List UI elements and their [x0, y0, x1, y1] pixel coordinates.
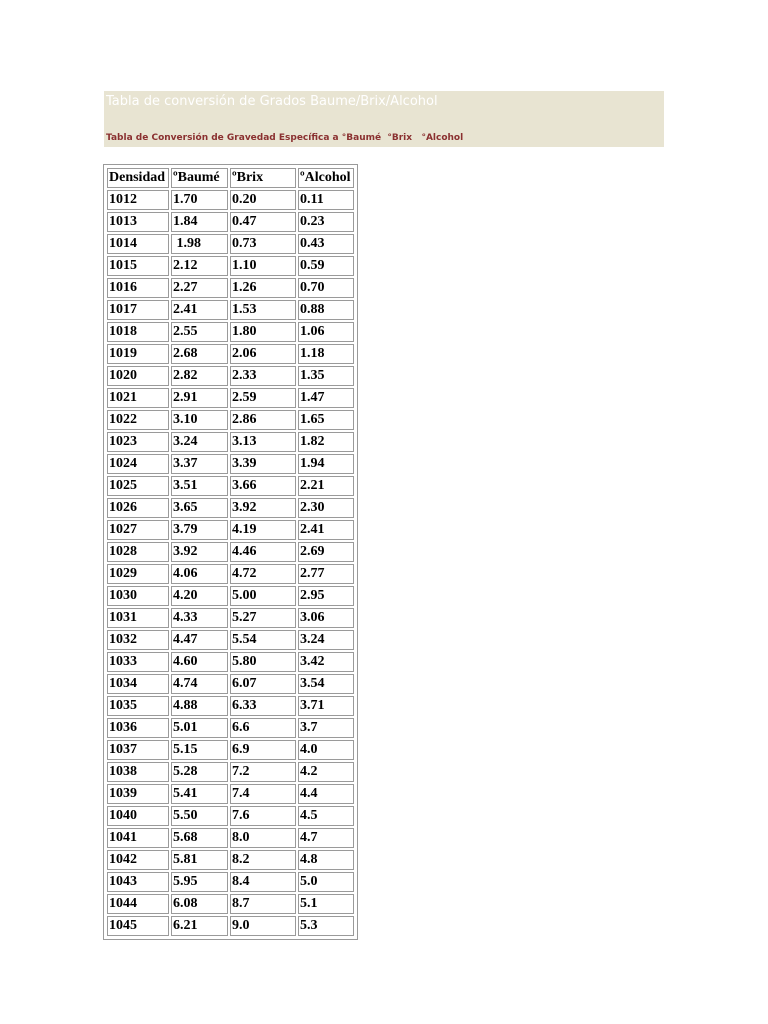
brix-cell: 0.73: [230, 234, 296, 254]
densidad-cell: 1042: [107, 850, 169, 870]
baume-cell: 2.91: [171, 388, 228, 408]
column-header-baume: ºBaumé: [171, 168, 228, 188]
table-row: [107, 344, 354, 364]
table-row: [107, 454, 354, 474]
conversion-table-frame: [103, 164, 358, 940]
table-row: [107, 542, 354, 562]
brix-cell: 5.80: [230, 652, 296, 672]
alcohol-cell: 5.0: [298, 872, 354, 892]
alcohol-cell: 3.42: [298, 652, 354, 672]
alcohol-cell: 4.2: [298, 762, 354, 782]
table-row: [107, 234, 354, 254]
densidad-cell: 1034: [107, 674, 169, 694]
brix-cell: 0.20: [230, 190, 296, 210]
densidad-cell: 1021: [107, 388, 169, 408]
alcohol-cell: 4.8: [298, 850, 354, 870]
table-row: [107, 872, 354, 892]
baume-cell: 3.37: [171, 454, 228, 474]
densidad-cell: 1017: [107, 300, 169, 320]
alcohol-cell: 4.0: [298, 740, 354, 760]
alcohol-cell: 1.65: [298, 410, 354, 430]
baume-cell: 2.55: [171, 322, 228, 342]
densidad-cell: 1012: [107, 190, 169, 210]
alcohol-cell: 2.95: [298, 586, 354, 606]
table-row: [107, 608, 354, 628]
baume-cell: 5.50: [171, 806, 228, 826]
brix-cell: 7.2: [230, 762, 296, 782]
baume-cell: 5.15: [171, 740, 228, 760]
alcohol-cell: 1.06: [298, 322, 354, 342]
baume-cell: 4.20: [171, 586, 228, 606]
table-row: [107, 894, 354, 914]
baume-cell: 2.27: [171, 278, 228, 298]
densidad-cell: 1030: [107, 586, 169, 606]
baume-cell: 3.51: [171, 476, 228, 496]
densidad-cell: 1018: [107, 322, 169, 342]
baume-cell: 2.82: [171, 366, 228, 386]
alcohol-cell: 3.7: [298, 718, 354, 738]
brix-cell: 3.66: [230, 476, 296, 496]
header-banner: [104, 91, 664, 147]
alcohol-cell: 1.35: [298, 366, 354, 386]
baume-cell: 4.74: [171, 674, 228, 694]
brix-cell: 5.27: [230, 608, 296, 628]
densidad-cell: 1024: [107, 454, 169, 474]
table-row: [107, 696, 354, 716]
baume-cell: 1.70: [171, 190, 228, 210]
brix-cell: 2.86: [230, 410, 296, 430]
densidad-cell: 1026: [107, 498, 169, 518]
baume-cell: 2.12: [171, 256, 228, 276]
alcohol-cell: 2.41: [298, 520, 354, 540]
densidad-cell: 1032: [107, 630, 169, 650]
baume-cell: 3.65: [171, 498, 228, 518]
brix-cell: 1.10: [230, 256, 296, 276]
alcohol-cell: 3.24: [298, 630, 354, 650]
table-row: [107, 300, 354, 320]
brix-cell: 5.54: [230, 630, 296, 650]
alcohol-cell: 3.06: [298, 608, 354, 628]
densidad-cell: 1035: [107, 696, 169, 716]
alcohol-cell: 1.18: [298, 344, 354, 364]
alcohol-cell: 3.54: [298, 674, 354, 694]
brix-cell: 2.59: [230, 388, 296, 408]
baume-cell: 2.41: [171, 300, 228, 320]
baume-cell: 5.81: [171, 850, 228, 870]
table-row: [107, 784, 354, 804]
table-row: [107, 498, 354, 518]
alcohol-cell: 0.43: [298, 234, 354, 254]
table-row: [107, 366, 354, 386]
alcohol-cell: 4.4: [298, 784, 354, 804]
table-row: [107, 674, 354, 694]
baume-cell: 4.47: [171, 630, 228, 650]
table-row: [107, 322, 354, 342]
baume-cell: 4.60: [171, 652, 228, 672]
brix-cell: 6.6: [230, 718, 296, 738]
brix-cell: 4.46: [230, 542, 296, 562]
densidad-cell: 1025: [107, 476, 169, 496]
brix-cell: 8.4: [230, 872, 296, 892]
table-body: [107, 190, 354, 936]
page-title: Tabla de conversión de Grados Baume/Brix/Alcohol: [106, 94, 438, 109]
alcohol-cell: 0.23: [298, 212, 354, 232]
densidad-cell: 1044: [107, 894, 169, 914]
table-row: [107, 916, 354, 936]
alcohol-cell: 2.30: [298, 498, 354, 518]
densidad-cell: 1013: [107, 212, 169, 232]
alcohol-cell: 1.47: [298, 388, 354, 408]
baume-cell: 4.88: [171, 696, 228, 716]
brix-cell: 1.26: [230, 278, 296, 298]
table-row: [107, 212, 354, 232]
densidad-cell: 1015: [107, 256, 169, 276]
brix-cell: 6.9: [230, 740, 296, 760]
alcohol-cell: 0.59: [298, 256, 354, 276]
densidad-cell: 1016: [107, 278, 169, 298]
alcohol-cell: 2.77: [298, 564, 354, 584]
densidad-cell: 1023: [107, 432, 169, 452]
brix-cell: 4.19: [230, 520, 296, 540]
table-row: [107, 630, 354, 650]
table-row: [107, 564, 354, 584]
baume-cell: 6.21: [171, 916, 228, 936]
baume-cell: 5.68: [171, 828, 228, 848]
brix-cell: 3.92: [230, 498, 296, 518]
table-row: [107, 388, 354, 408]
brix-cell: 3.39: [230, 454, 296, 474]
baume-cell: 3.10: [171, 410, 228, 430]
table-row: [107, 256, 354, 276]
densidad-cell: 1020: [107, 366, 169, 386]
densidad-cell: 1019: [107, 344, 169, 364]
table-row: [107, 410, 354, 430]
alcohol-cell: 0.70: [298, 278, 354, 298]
brix-cell: 1.80: [230, 322, 296, 342]
densidad-cell: 1038: [107, 762, 169, 782]
densidad-cell: 1043: [107, 872, 169, 892]
brix-cell: 2.33: [230, 366, 296, 386]
baume-cell: 4.33: [171, 608, 228, 628]
table-row: [107, 652, 354, 672]
table-row: [107, 190, 354, 210]
alcohol-cell: 2.69: [298, 542, 354, 562]
densidad-cell: 1028: [107, 542, 169, 562]
baume-cell: 5.01: [171, 718, 228, 738]
brix-cell: 5.00: [230, 586, 296, 606]
brix-cell: 9.0: [230, 916, 296, 936]
conversion-table: [105, 166, 356, 938]
baume-cell: 3.92: [171, 542, 228, 562]
baume-cell: 5.28: [171, 762, 228, 782]
baume-cell: 3.79: [171, 520, 228, 540]
table-header-row: [107, 168, 354, 188]
densidad-cell: 1036: [107, 718, 169, 738]
brix-cell: 8.7: [230, 894, 296, 914]
densidad-cell: 1040: [107, 806, 169, 826]
baume-cell: 5.41: [171, 784, 228, 804]
brix-cell: 6.07: [230, 674, 296, 694]
table-row: [107, 520, 354, 540]
table-row: [107, 850, 354, 870]
baume-cell: 6.08: [171, 894, 228, 914]
page-subtitle: Tabla de Conversión de Gravedad Específica a °Baumé °Brix °Alcohol: [106, 133, 464, 143]
densidad-cell: 1037: [107, 740, 169, 760]
table-row: [107, 740, 354, 760]
densidad-cell: 1033: [107, 652, 169, 672]
table-row: [107, 278, 354, 298]
brix-cell: 8.2: [230, 850, 296, 870]
baume-cell: 2.68: [171, 344, 228, 364]
brix-cell: 7.4: [230, 784, 296, 804]
alcohol-cell: 4.5: [298, 806, 354, 826]
table-header: [107, 168, 354, 188]
brix-cell: 0.47: [230, 212, 296, 232]
baume-cell: 4.06: [171, 564, 228, 584]
densidad-cell: 1045: [107, 916, 169, 936]
column-header-brix: ºBrix: [230, 168, 296, 188]
table-row: [107, 476, 354, 496]
densidad-cell: 1031: [107, 608, 169, 628]
alcohol-cell: 3.71: [298, 696, 354, 716]
baume-cell: 1.98: [171, 234, 228, 254]
column-header-densidad: Densidad: [107, 168, 169, 188]
table-row: [107, 762, 354, 782]
table-row: [107, 718, 354, 738]
alcohol-cell: 5.1: [298, 894, 354, 914]
alcohol-cell: 1.82: [298, 432, 354, 452]
densidad-cell: 1039: [107, 784, 169, 804]
densidad-cell: 1022: [107, 410, 169, 430]
brix-cell: 8.0: [230, 828, 296, 848]
baume-cell: 3.24: [171, 432, 228, 452]
brix-cell: 4.72: [230, 564, 296, 584]
table-row: [107, 806, 354, 826]
baume-cell: 5.95: [171, 872, 228, 892]
alcohol-cell: 5.3: [298, 916, 354, 936]
brix-cell: 1.53: [230, 300, 296, 320]
brix-cell: 2.06: [230, 344, 296, 364]
densidad-cell: 1041: [107, 828, 169, 848]
table-row: [107, 828, 354, 848]
table-row: [107, 432, 354, 452]
densidad-cell: 1014: [107, 234, 169, 254]
alcohol-cell: 0.11: [298, 190, 354, 210]
alcohol-cell: 0.88: [298, 300, 354, 320]
baume-cell: 1.84: [171, 212, 228, 232]
alcohol-cell: 4.7: [298, 828, 354, 848]
brix-cell: 7.6: [230, 806, 296, 826]
brix-cell: 6.33: [230, 696, 296, 716]
table-row: [107, 586, 354, 606]
alcohol-cell: 2.21: [298, 476, 354, 496]
densidad-cell: 1029: [107, 564, 169, 584]
alcohol-cell: 1.94: [298, 454, 354, 474]
densidad-cell: 1027: [107, 520, 169, 540]
brix-cell: 3.13: [230, 432, 296, 452]
column-header-alcohol: ºAlcohol: [298, 168, 354, 188]
